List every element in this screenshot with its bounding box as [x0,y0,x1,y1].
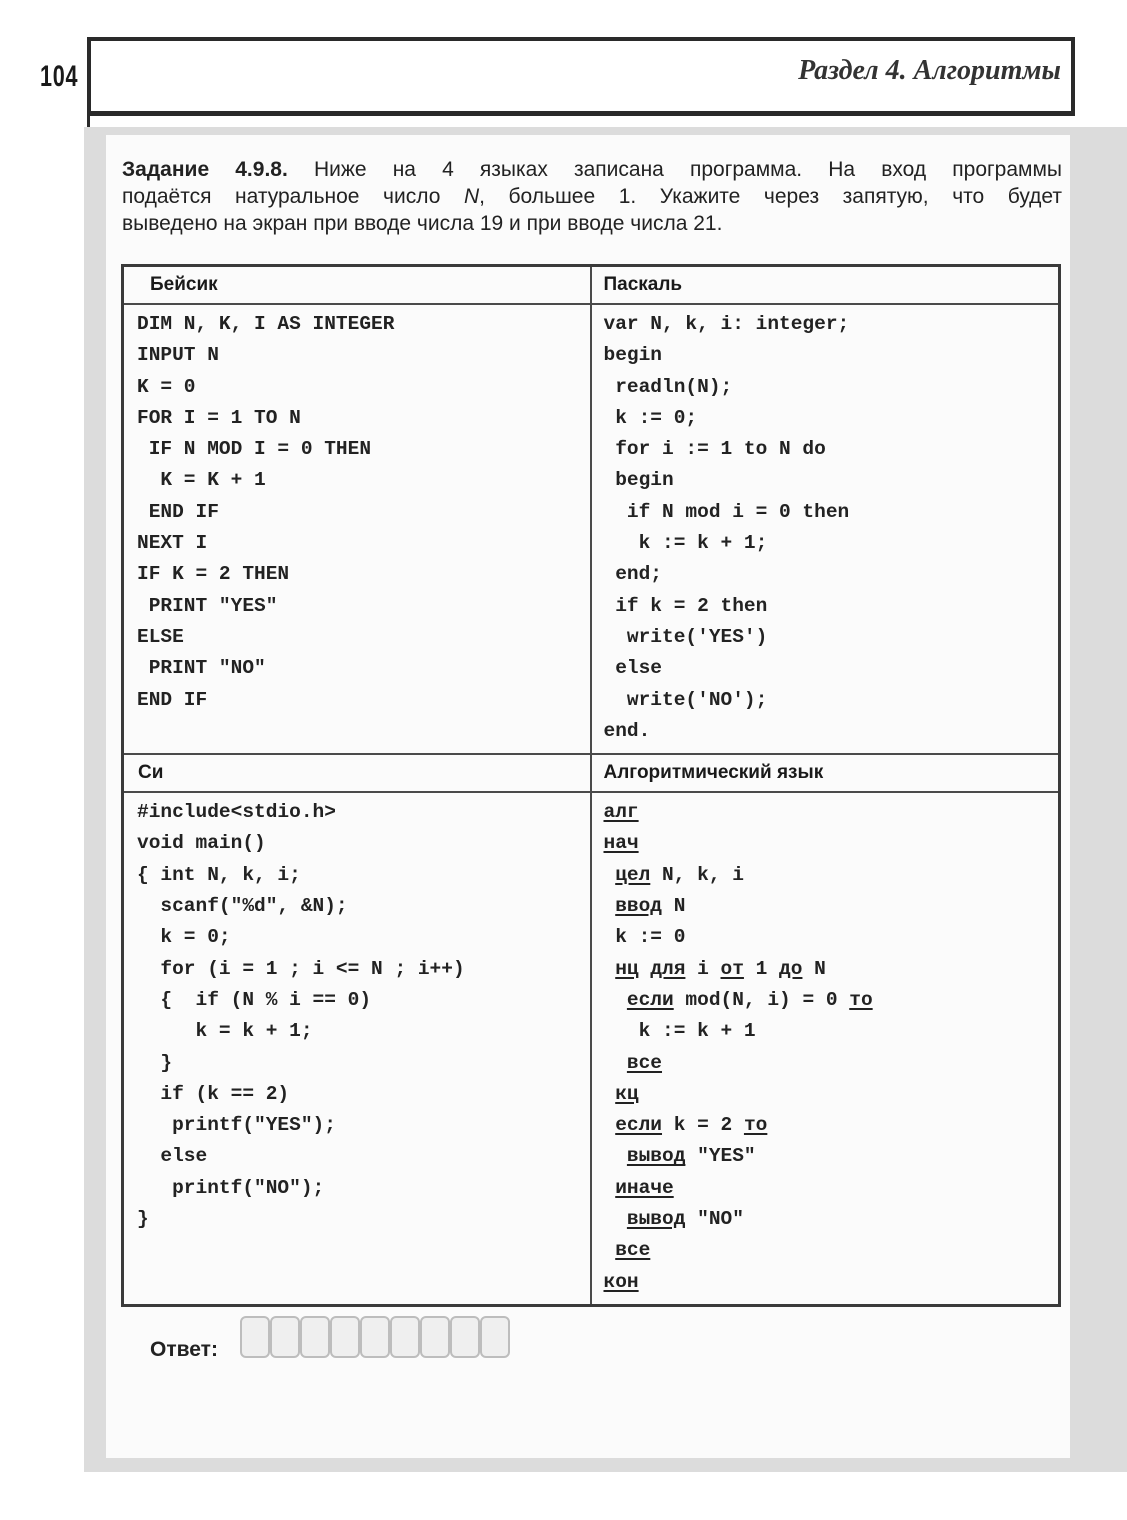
basic-code [123,304,591,754]
code-line: K = K + 1 [137,469,266,492]
answer-cell[interactable] [390,1316,420,1358]
code-line: нц для i от 1 до N [615,957,826,980]
code-line: IF K = 2 THEN [137,563,290,586]
code-line [604,1048,1059,1079]
code-line: вывод "YES" [626,1145,756,1168]
code-line: printf("NO"); [137,1176,325,1199]
keyword: нач [603,832,639,855]
code-line: for (i = 1 ; i <= N ; i++) [137,957,465,980]
code-line: else [137,1145,208,1168]
answer-label: Ответ: [150,1338,218,1361]
basic-header: Бейсик [123,266,591,305]
code-line: PRINT "NO" [137,657,266,680]
code-line: write('YES') [603,625,768,648]
code-line: } [137,1051,173,1074]
keyword: кц [615,1082,639,1105]
program-table [121,264,1061,1307]
code-line: если k = 2 то [615,1114,768,1137]
answer-cell[interactable] [240,1316,270,1358]
c-code [123,792,591,1305]
code-line: for i := 1 to N do [603,438,826,461]
code-line: k := 0; [603,406,698,429]
keyword: алг [603,801,639,824]
algo-code [591,792,1060,1305]
task-line-2: подаётся натуральное число N, большее 1. Укажите через запятую, что будет [122,185,1062,208]
code-line: write('NO'); [603,688,768,711]
code-line: IF N MOD I = 0 THEN [137,438,372,461]
code-line [604,1235,1059,1266]
code-line: var N, k, i: integer; [603,313,850,335]
keyword: цел [615,863,651,886]
answer-boxes [240,1316,510,1358]
keyword: все [615,1239,651,1262]
code-line: readln(N); [603,375,733,398]
keyword: ввод [615,895,663,918]
code-line: { int N, k, i; [137,863,301,886]
code-line: if k = 2 then [603,594,768,617]
code-line: PRINT "YES" [137,594,278,617]
code-line: k := k + 1 [638,1020,756,1043]
keyword: для [650,957,686,980]
answer-cell[interactable] [300,1316,330,1358]
variable-n: N [463,185,480,208]
task-line-3: выведено на экран при вводе числа 19 и при вводе числа 21. [122,212,723,235]
code-line [604,828,1059,859]
code-line: END IF [137,500,219,523]
keyword: кон [603,1270,639,1293]
algo-header: Алгоритмический язык [591,754,1060,792]
code-line: k := 0 [615,926,686,949]
keyword: вывод [626,1145,686,1168]
code-line: вывод "NO" [626,1208,744,1231]
code-line: k := k + 1; [603,532,768,555]
answer-cell[interactable] [330,1316,360,1358]
code-line: end. [603,719,651,742]
code-line: if N mod i = 0 then [603,500,850,523]
code-line: else [603,657,663,680]
pascal-code [591,304,1060,754]
keyword: до [779,957,803,980]
code-line [604,1267,1059,1298]
keyword: если [615,1114,663,1137]
code-line [604,1173,1059,1204]
keyword: все [626,1051,663,1074]
code-line: ELSE [137,625,184,648]
keyword: вывод [626,1208,686,1231]
task-label: Задание 4.9.8. [122,158,288,181]
code-line: } [137,1208,149,1231]
keyword: от [720,957,744,980]
code-line: FOR I = 1 TO N [137,406,301,429]
code-line: printf("YES"); [137,1114,336,1137]
code-line: k = 0; [137,926,231,949]
code-line: void main() [137,832,266,855]
answer-cell[interactable] [360,1316,390,1358]
code-line: DIM N, K, I AS INTEGER [137,313,395,335]
section-header [87,37,1075,116]
section-title: Раздел 4. Алгоритмы [798,55,1061,86]
code-line [604,1079,1059,1110]
code-line: цел N, k, i [615,863,744,886]
page-number: 104 [40,60,79,93]
code-line: ввод N [615,895,686,918]
code-line: scanf("%d", &N); [137,895,348,918]
code-line: k = k + 1; [137,1020,313,1043]
pascal-header: Паскаль [591,266,1060,305]
answer-cell[interactable] [480,1316,510,1358]
code-line: if (k == 2) [137,1082,290,1105]
code-line [604,797,1059,828]
code-line: INPUT N [137,344,219,367]
code-line: K = 0 [137,375,196,398]
code-line: end; [603,563,663,586]
keyword: если [626,988,674,1011]
answer-cell[interactable] [270,1316,300,1358]
answer-cell[interactable] [420,1316,450,1358]
task-line-1: Задание 4.9.8. Ниже на 4 языках записана программа. На вход программы [122,158,1062,181]
code-line: NEXT I [137,532,208,555]
code-line: { if (N % i == 0) [137,988,372,1011]
code-line: begin [603,469,674,492]
code-line: #include<stdio.h> [137,801,336,824]
keyword: нц [615,957,639,980]
keyword: иначе [615,1176,674,1199]
code-line: END IF [137,688,208,711]
keyword: то [743,1114,768,1137]
answer-cell[interactable] [450,1316,480,1358]
keyword: то [849,988,873,1011]
code-line: begin [603,344,663,367]
task-statement [122,156,1062,237]
code-line: если mod(N, i) = 0 то [626,988,873,1011]
c-header: Си [123,754,591,792]
